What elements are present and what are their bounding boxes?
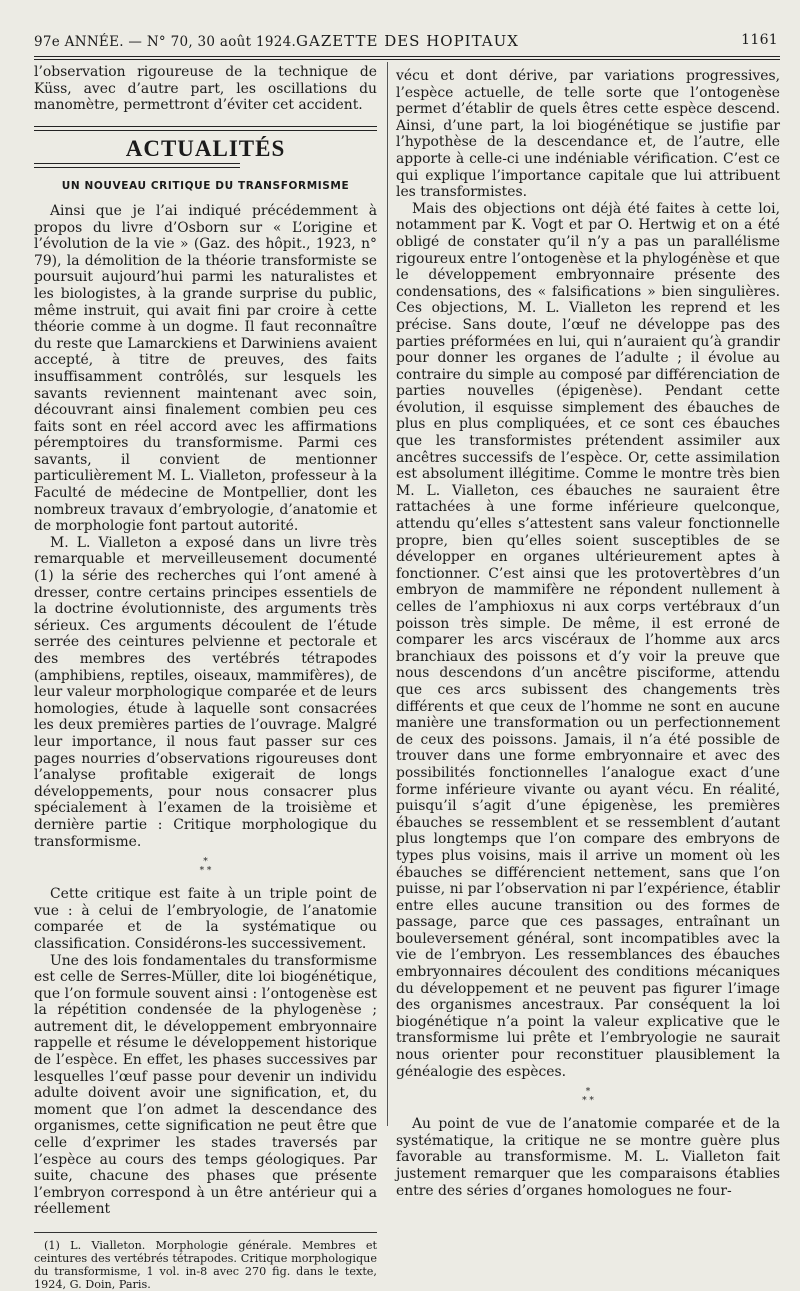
article-paragraph: M. L. Vialleton a exposé dans un livre très remarquable et merveilleusement documenté (1) la série des recherches qui l’ont amené à dresser, contre certains principes essentiels de la doctrine évolutionniste, des arguments très sérieux. Ces arguments découlent de l’étude serrée des ceintures pelvienne et pectorale et des membres des vertébrés tétrapodes (amphibiens, reptiles, oiseaux, mammifères), de leur valeur morphologique comparée et de leurs homologies, étude à laquelle sont consacrées les deux premières parties de l’ouvrage. Malgré leur importance, il nous faut passer sur ces pages nourries d’observations rigoureuses dont l’analyse profitable exigerait de longs développements, pour nous consacrer plus spécialement à l’examen de la troisième et dernière partie : Critique morphologique du transformisme.: [34, 534, 377, 850]
header-rule-thin: [34, 59, 780, 60]
intro-paragraph: l’observation rigoureuse de la technique de Küss, avec d’autre part, les oscillations du manomètre, permettront d’éviter cet accident.: [34, 64, 377, 114]
article-paragraph: Cette critique est faite à un triple point de vue : à celui de l’embryologie, de l’anatomie comparée et de la systématique ou classification. Considérons-les successivement.: [34, 886, 377, 952]
column-divider: [387, 62, 388, 1126]
page-number: 1161: [741, 32, 778, 48]
right-column: [396, 68, 780, 1199]
section-rule-short: [34, 163, 240, 168]
journal-title: GAZETTE DES HOPITAUX: [296, 32, 519, 50]
left-column: [34, 64, 377, 1291]
article-paragraph: vécu et dont dérive, par variations progressives, l’espèce actuelle, de telle sorte que l’ontogenèse permet d’établir de quels êtres cette espèce descend. Ainsi, d’une part, la loi biogénétique se justifie par l’hypothèse de la descendance et, de l’autre, elle apporte à celle-ci une indéniable vérification. C’est ce qui explique l’importance capitale que lui attribuent les transformistes.: [396, 68, 780, 201]
section-rule: [34, 126, 377, 131]
header-rule: [34, 56, 780, 57]
article-paragraph: Une des lois fondamentales du transformisme est celle de Serres-Müller, dite loi biogénétique, que l’on formule souvent ainsi : l’ontogenèse est la répétition condensée de la phylogenèse ; autrement dit, le développement embryonnaire rappelle et résume le développement historique de l’espèce. En effet, les phases successives par lesquelles l’œuf passe pour devenir un individu adulte doivent avoir une signification, et, du moment que l’on admet la descendance des organismes, cette signification ne peut être que celle d’exprimer les stades traversés par l’espèce au cours des temps géologiques. Par suite, chacune des phases que présente l’embryon correspond à un être antérieur qui a réellement: [34, 952, 377, 1218]
article-paragraph: Ainsi que je l’ai indiqué précédemment à propos du livre d’Osborn sur « L’origine et l’évolution de la vie » (Gaz. des hôpit., 1923, n° 79), la démolition de la théorie transformiste se poursuit aujourd’hui parmi les naturalistes et les biologistes, à la grande surprise du public, même instruit, qui avait fini par croire à cette théorie comme à un dogme. Il faut reconnaître du reste que Lamarckiens et Darwiniens avaient accepté, à titre de preuves, des faits insuffisamment contrôlés, sur lesquels les savants reviennent maintenant avec soin, découvrant ainsi finalement combien peu ces faits sont en réel accord avec les affirmations péremptoires du transformisme. Parmi ces savants, il convient de mentionner particulièrement M. L. Vialleton, professeur à la Faculté de médecine de Montpellier, dont les nombreux travaux d’embryologie, d’anatomie et de morphologie font partout autorité.: [34, 202, 377, 535]
article-paragraph: Mais des objections ont déjà été faites à cette loi, notamment par K. Vogt et par O. Hertwig et on a été obligé de constater qu’il n’y a pas un parallélisme rigoureux entre l’ontogenèse et la phylogénèse et que le développement embryonnaire présente des condensations, des « falsifications » bien singulières. Ces objections, M. L. Vialleton les reprend et les précise. Sans doute, l’œuf ne développe pas des parties préformées en lui, qui n’auraient qu’à grandir pour donner les organes de l’adulte ; il évolue au contraire du simple au composé par différenciation de parties nouvelles (épigenèse). Pendant cette évolution, il esquisse simplement des ébauches de plus en plus compliquées, et ce sont ces ébauches que les transformistes prétendent assimiler aux ancêtres successifs de l’espèce. Or, cette assimilation est absolument illégitime. Comme le montre très bien M. L. Vialleton, ces ébauches ne sauraient être rattachées à une forme inférieure quelconque, attendu qu’elles s’attestent sans valeur fonctionnelle propre, bien qu’elles soient susceptibles de se développer en organes ultérieurement aptes à fonctionner. C’est ainsi que les protovertèbres d’un embryon de mammifère ne répondent nullement à celles de l’amphioxus ni aux corps vertébraux d’un poisson très simple. De même, il est erroné de comparer les arcs viscéraux de l’homme aux arcs branchiaux des poissons et d’y voir la preuve que nous descendons d’un ancêtre pisciforme, attendu que ces arcs subissent des changements très différents et que ceux de l’homme ne sont en aucune manière une transformation ou un perfectionnement de ceux des poissons. Jamais, il n’a été possible de trouver dans une forme embryonnaire et avec des possibilités fonctionnelles l’analogue exact d’une forme inférieure vivante ou ayant vécu. En réalité, puisqu’il s’agit d’une épigenèse, les premières ébauches se ressemblent et se ressemblent d’autant plus longtemps que l’on compare des embryons de types plus voisins, mais il arrive un moment où les ébauches se différencient nettement, sans que l’on puisse, ni par l’observation ni par l’expérience, établir entre elles aucune transition ou des formes de passage, parce que ces passages, entraînant un bouleversement général, sont incompatibles avec la vie de l’embryon. Les ressemblances des ébauches embryonnaires découlent des conditions mécaniques du développement et ne peuvent pas figurer l’image des organismes ancestraux. Par conséquent la loi biogénétique n’a point la valeur explicative que le transformisme lui prête et l’embryologie ne saurait nous orienter pour reconstituer plausiblement la généalogie des espèces.: [396, 200, 780, 1080]
footnote: (1) L. Vialleton. Morphologie générale. Membres et ceintures des vertébrés tétrapodes. Critique morphologique du transformisme, 1 vol. in-8 avec 270 fig. dans le texte, 1924, G. Doin, Paris.: [34, 1239, 377, 1291]
footnote-rule: [34, 1232, 377, 1233]
article-paragraph: Au point de vue de l’anatomie comparée et de la systématique, la critique ne se montre guère plus favorable au transformisme. M. L. Vialleton fait justement remarquer que les comparaisons établies entre des séries d’organes homologues ne four-: [396, 1116, 780, 1199]
asterism-divider: * * *: [582, 1087, 594, 1107]
page-header: [34, 28, 778, 54]
asterism-divider: * * *: [199, 857, 212, 877]
article-title: UN NOUVEAU CRITIQUE DU TRANSFORMISME: [61, 180, 350, 193]
issue-info: 97e ANNÉE. — N° 70, 30 août 1924.: [34, 34, 297, 50]
section-title: ACTUALITÉS: [125, 135, 286, 161]
